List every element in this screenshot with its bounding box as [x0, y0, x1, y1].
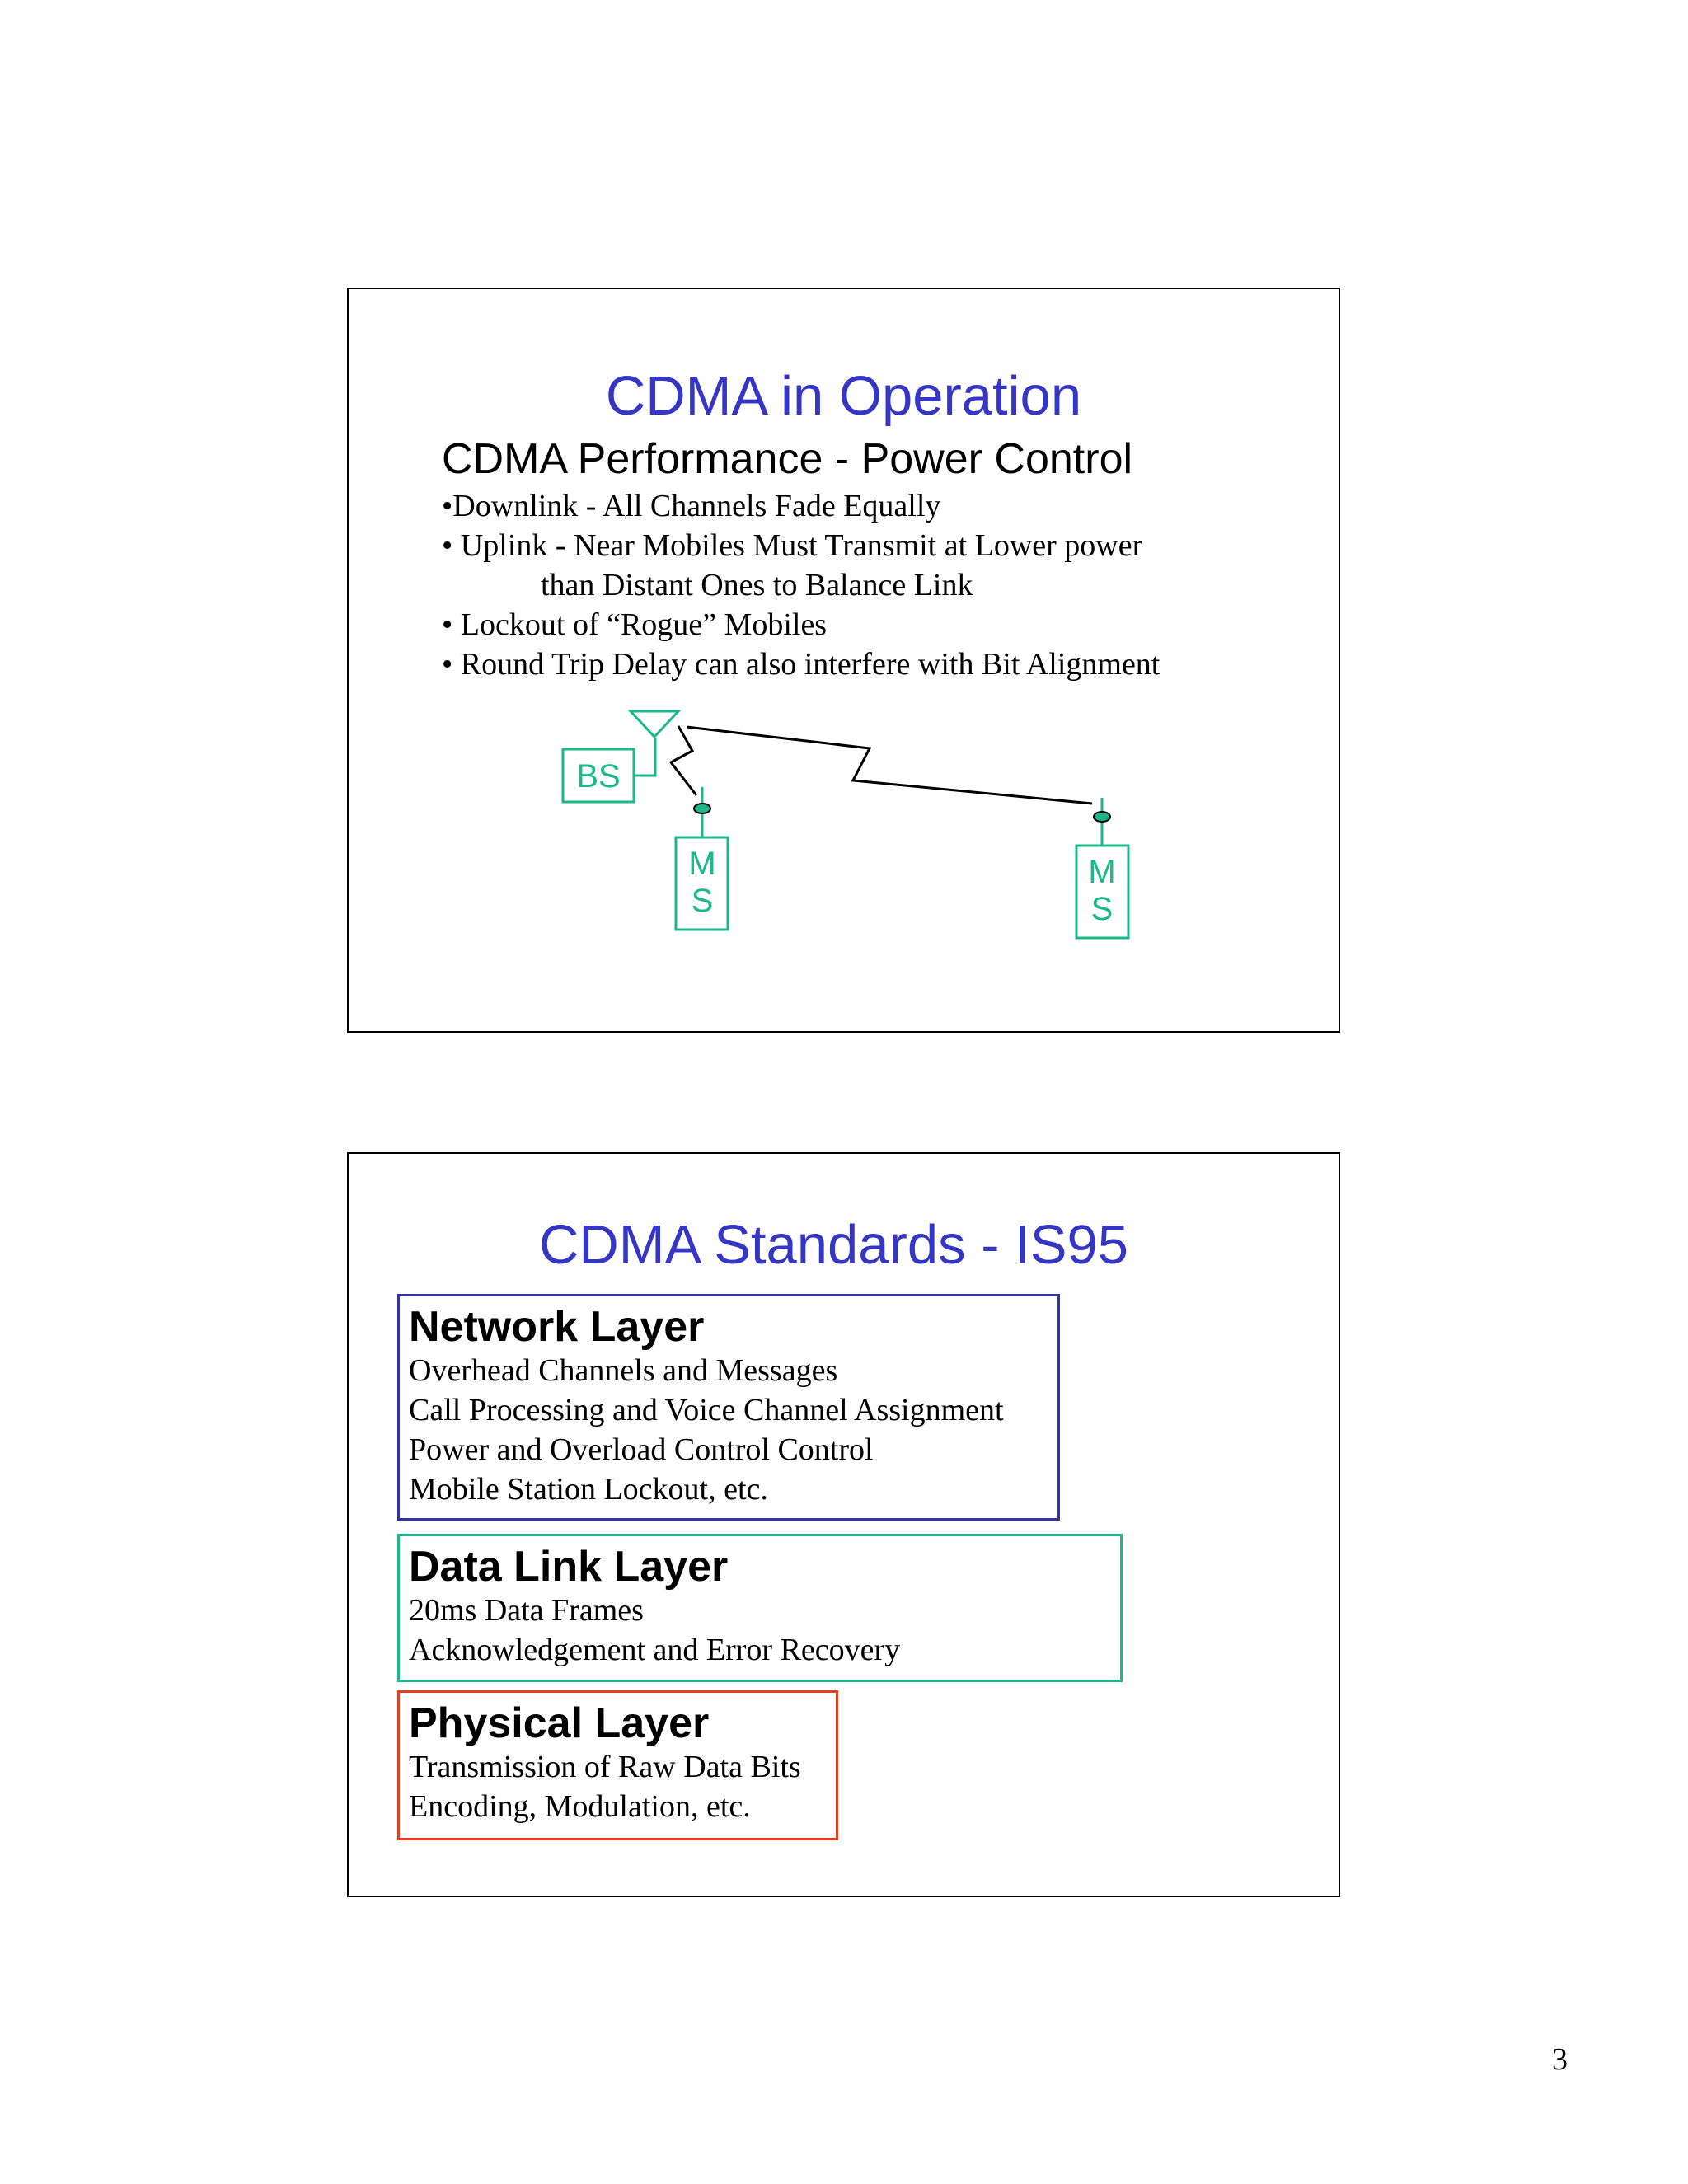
layer-heading: Data Link Layer — [409, 1543, 729, 1591]
bullet-item-continuation: than Distant Ones to Balance Link — [541, 568, 973, 602]
slide-subtitle: CDMA Performance - Power Control — [442, 435, 1133, 483]
far-mobile-label-m: M — [1088, 854, 1116, 890]
data-link-layer-box — [397, 1534, 1123, 1682]
near-mobile-label-s: S — [691, 883, 714, 919]
far-mobile-antenna-tip-icon — [1094, 812, 1110, 822]
page-number: 3 — [1552, 2042, 1568, 2077]
layer-description-item: Call Processing and Voice Channel Assignment — [409, 1393, 1004, 1427]
base-station-label: BS — [576, 758, 621, 794]
base-station-feeder — [634, 738, 655, 776]
slide-cdma-in-operation — [347, 288, 1340, 1033]
layer-description-item: Overhead Channels and Messages — [409, 1353, 838, 1388]
layer-description-list — [409, 1591, 1111, 1670]
near-mobile-antenna-tip-icon — [694, 804, 710, 813]
network-layer-box — [397, 1294, 1060, 1521]
near-mobile-label-m: M — [688, 846, 716, 882]
layer-heading: Physical Layer — [409, 1699, 710, 1747]
bullet-item: • Uplink - Near Mobiles Must Transmit at Lower power — [442, 528, 1143, 563]
bullet-item: • Lockout of “Rogue” Mobiles — [442, 607, 828, 642]
layer-description-list — [409, 1351, 1048, 1509]
slide-title: CDMA in Operation — [605, 365, 1082, 427]
bullet-item: •Downlink - All Channels Fade Equally — [442, 489, 941, 523]
slide-cdma-standards — [347, 1152, 1340, 1897]
antenna-icon — [631, 711, 678, 737]
layer-description-item: Mobile Station Lockout, etc. — [409, 1472, 768, 1507]
bullet-item: • Round Trip Delay can also interfere with Bit Alignment — [442, 647, 1160, 682]
layer-description-list — [409, 1747, 827, 1826]
layer-description-item: Encoding, Modulation, etc. — [409, 1789, 751, 1824]
far-mobile-label-s: S — [1090, 891, 1114, 927]
near-radio-link — [671, 726, 696, 795]
layer-description-item: Acknowledgement and Error Recovery — [409, 1633, 901, 1667]
physical-layer-box — [397, 1690, 838, 1840]
far-radio-link — [687, 727, 1092, 804]
slide-title: CDMA Standards - IS95 — [539, 1214, 1128, 1276]
layer-heading: Network Layer — [409, 1303, 705, 1351]
layer-description-item: Transmission of Raw Data Bits — [409, 1750, 801, 1784]
layer-description-item: Power and Overload Control Control — [409, 1432, 874, 1467]
layer-description-item: 20ms Data Frames — [409, 1593, 644, 1628]
power-control-diagram — [349, 289, 1339, 1031]
